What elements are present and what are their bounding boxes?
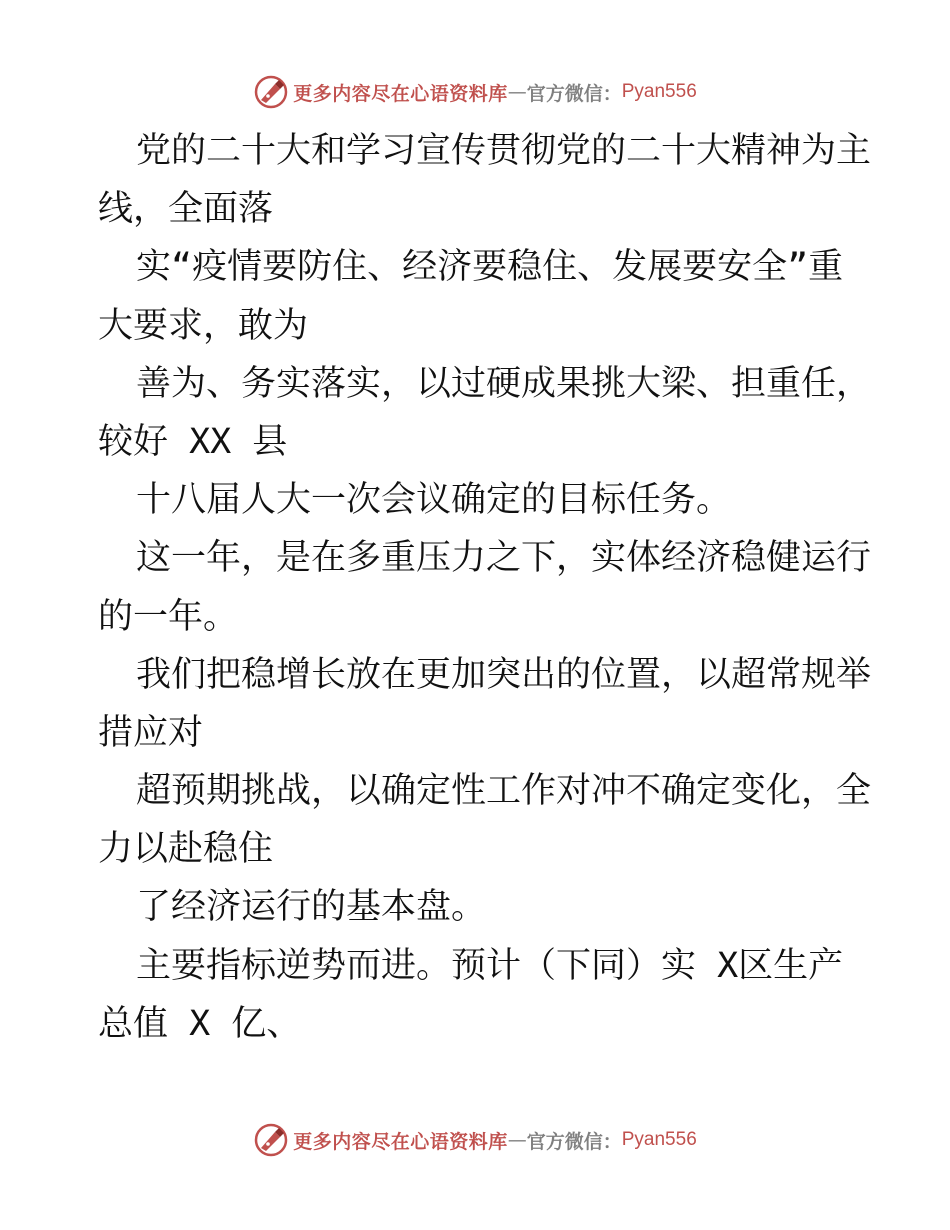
document-line: 力以赴稳住 xyxy=(98,829,274,870)
pen-nib-logo-icon xyxy=(253,1122,289,1158)
banner-separator: — xyxy=(507,81,527,103)
document-line: 了经济运行的基本盘。 xyxy=(136,887,487,928)
banner-wechat-label: 官方微信： xyxy=(526,1130,622,1153)
document-line: 党的二十大和学习宣传贯彻党的二十大精神为主 xyxy=(136,131,872,171)
document-body xyxy=(98,122,872,1053)
banner-wechat-id: Pyan556 xyxy=(621,1129,697,1150)
banner-title: 更多内容尽在心语资料库 xyxy=(293,1130,508,1153)
document-line: 总值 X 亿、 xyxy=(98,1003,302,1044)
document-line: 措应对 xyxy=(98,712,204,753)
document-line: 十八届人大一次会议确定的目标任务。 xyxy=(136,480,732,521)
document-line: 大要求，敢为 xyxy=(98,305,309,346)
document-line: 较好 XX 县 xyxy=(98,421,288,462)
document-line: 实“疫情要防住、经济要稳住、发展要安全”重 xyxy=(136,247,844,288)
document-line: 主要指标逆势而进。预计（下同）实 X区生产 xyxy=(136,945,844,986)
document-line: 超预期挑战，以确定性工作对冲不确定变化，全 xyxy=(136,771,872,812)
banner-wechat-id: Pyan556 xyxy=(621,81,697,102)
banner-title: 更多内容尽在心语资料库 xyxy=(293,82,508,105)
document-line: 我们把稳增长放在更加突出的位置，以超常规举 xyxy=(136,654,872,695)
document-line: 的一年。 xyxy=(98,596,239,637)
document-line: 善为、务实落实，以过硬成果挑大梁、担重任， xyxy=(136,363,872,404)
header-banner xyxy=(0,72,950,112)
document-line: 线，全面落 xyxy=(98,189,274,230)
pen-nib-logo-icon xyxy=(253,74,289,110)
document-line: 这一年，是在多重压力之下，实体经济稳健运行 xyxy=(136,538,872,579)
banner-separator: — xyxy=(507,1129,527,1151)
banner-wechat-label: 官方微信： xyxy=(526,82,622,105)
footer-banner xyxy=(0,1120,950,1160)
